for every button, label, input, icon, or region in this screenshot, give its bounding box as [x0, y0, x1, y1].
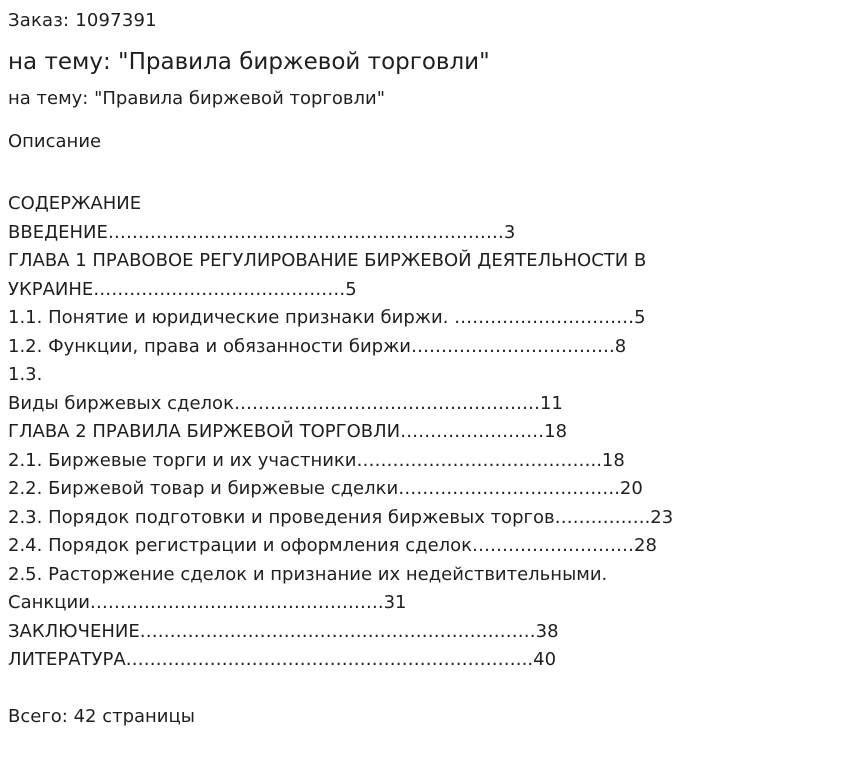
page-subtitle: на тему: "Правила биржевой торговли" — [8, 88, 385, 109]
toc-line: 2.4. Порядок регистрации и оформления сделок………………………28 — [8, 535, 657, 556]
toc-line: ГЛАВА 1 ПРАВОВОЕ РЕГУЛИРОВАНИЕ БИРЖЕВОЙ ДЕЯТЕЛЬНОСТИ В — [8, 250, 647, 271]
toc-line: 1.2. Функции, права и обязанности биржи…………………………….8 — [8, 335, 627, 357]
toc-line: Виды биржевых сделок……………………………………………11 — [8, 392, 563, 414]
toc-line: ВВЕДЕНИЕ…………………………………………………………3 — [8, 221, 516, 243]
order-number: Заказ: 1097391 — [8, 10, 157, 31]
toc-line: ЗАКЛЮЧЕНИЕ…………………………………………………………38 — [8, 620, 559, 642]
toc-line: 2.1. Биржевые торги и их участники…………………………………..18 — [8, 449, 625, 471]
toc-line: Санкции………………………………………….31 — [8, 592, 407, 613]
table-of-contents — [8, 190, 673, 675]
toc-line: УКРАИНЕ……………………………………5 — [8, 278, 357, 300]
toc-line: 2.3. Порядок подготовки и проведения биржевых торгов…………….23 — [8, 506, 674, 528]
toc-line: 1.1. Понятие и юридические признаки биржи. …………………………5 — [8, 307, 646, 328]
description-heading: Описание — [8, 131, 102, 152]
toc-line: 1.3. — [8, 364, 43, 385]
toc-line: ГЛАВА 2 ПРАВИЛА БИРЖЕВОЙ ТОРГОВЛИ……………………18 — [8, 421, 568, 442]
page-title: на тему: "Правила биржевой торговли" — [8, 49, 490, 75]
toc-line: СОДЕРЖАНИЕ — [8, 193, 142, 214]
page-count: Всего: 42 страницы — [8, 706, 195, 727]
toc-line: 2.5. Расторжение сделок и признание их недействительными. — [8, 563, 608, 585]
toc-line: 2.2. Биржевой товар и биржевые сделки……………………………….20 — [8, 478, 643, 499]
toc-line: ЛИТЕРАТУРА…………………………………………………………..40 — [8, 649, 557, 670]
